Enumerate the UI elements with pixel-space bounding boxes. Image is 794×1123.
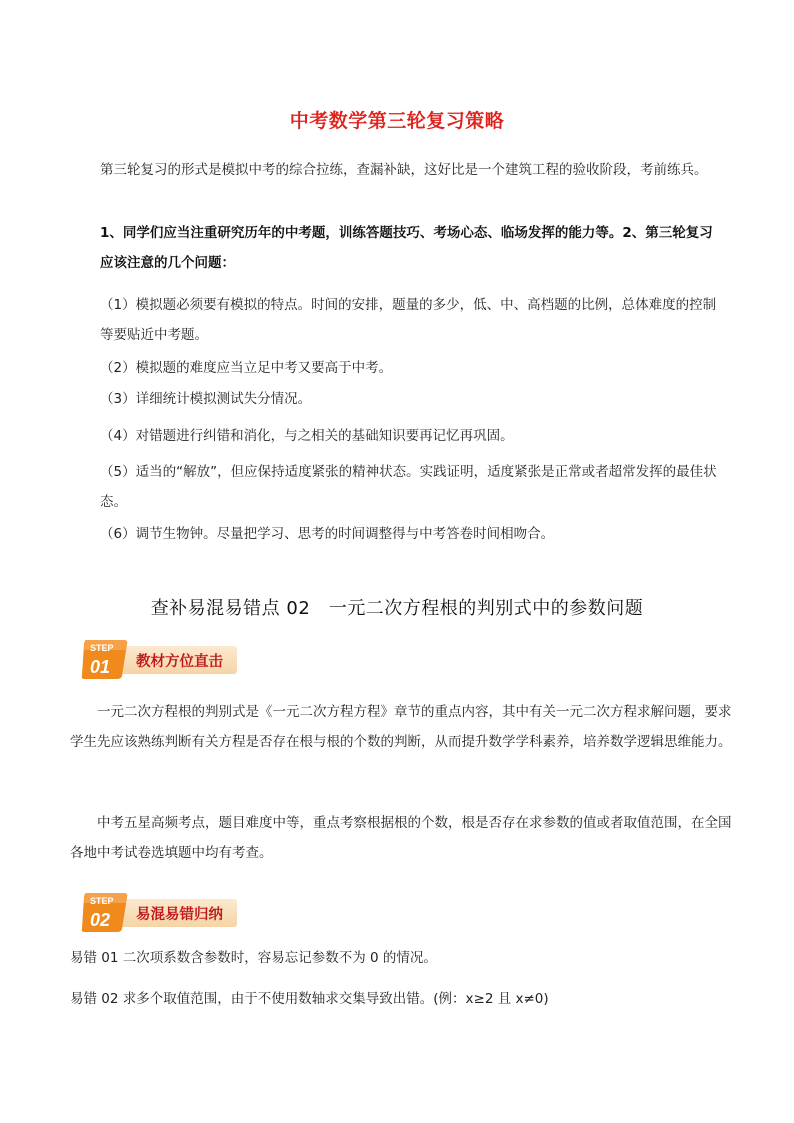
step-number: 02 [90,910,111,930]
step1-paragraph [70,697,736,757]
bold-point-text: 1、同学们应当注重研究历年的中考题，训练答题技巧、考场心态、临场发挥的能力等。2、第三轮复习应该注意的几个问题： [100,225,713,271]
error-item: 易错 01 二次项系数含参数时，容易忘记参数不为 0 的情况。 [70,950,437,966]
list-item-text: （3）详细统计模拟测试失分情况。 [100,391,312,407]
list-item-text: （1）模拟题必须要有模拟的特点。时间的安排，题量的多少，低、中、高档题的比例，总体难度的控制等要贴近中考题。 [100,297,717,343]
intro-text: 第三轮复习的形式是模拟中考的综合拉练，查漏补缺，这好比是一个建筑工程的验收阶段，考前练兵。 [100,162,708,178]
section-heading: 查补易混易错点 02 一元二次方程根的判别式中的参数问题 [150,598,644,619]
step-word: STEP [90,643,114,653]
list-item [100,421,720,451]
error-item: 易错 02 求多个取值范围，由于不使用数轴求交集导致出错。(例：x≥2 且 x≠0) [70,991,549,1007]
list-item-text: （5）适当的“解放”，但应保持适度紧张的精神状态。实践证明，适度紧张是正常或者超常发挥的最佳状态。 [100,464,717,510]
step-icon [80,638,130,682]
step-icon [80,891,130,935]
step-label: 教材方位直击 [108,646,237,674]
list-item [100,519,720,549]
step-label: 易混易错归纳 [108,899,237,927]
list-item [100,353,720,383]
step-word: STEP [90,896,114,906]
bold-point-paragraph [100,218,722,278]
list-item [100,457,722,517]
list-item-text: （4）对错题进行纠错和消化，与之相关的基础知识要再记忆再巩固。 [100,428,514,444]
step1-paragraph-text: 一元二次方程根的判别式是《一元二次方程方程》章节的重点内容，其中有关一元二次方程求解问题，要求学生先应该熟练判断有关方程是否存在根与根的个数的判断，从而提升数学学科素养，培养数学逻辑思维能力。 [70,704,732,750]
list-item-text: （6）调节生物钟。尽量把学习、思考的时间调整得与中考答卷时间相吻合。 [100,526,555,542]
document-title: 中考数学第三轮复习策略 [289,110,505,132]
list-item [100,290,720,350]
step1-paragraph-text: 中考五星高频考点，题目难度中等，重点考察根据根的个数，根是否存在求参数的值或者取值范围，在全国各地中考试卷选填题中均有考查。 [70,815,732,861]
step1-paragraph [70,808,736,868]
step-number: 01 [90,657,111,677]
list-item-text: （2）模拟题的难度应当立足中考又要高于中考。 [100,360,393,376]
intro-paragraph [100,155,720,185]
list-item [100,384,720,414]
